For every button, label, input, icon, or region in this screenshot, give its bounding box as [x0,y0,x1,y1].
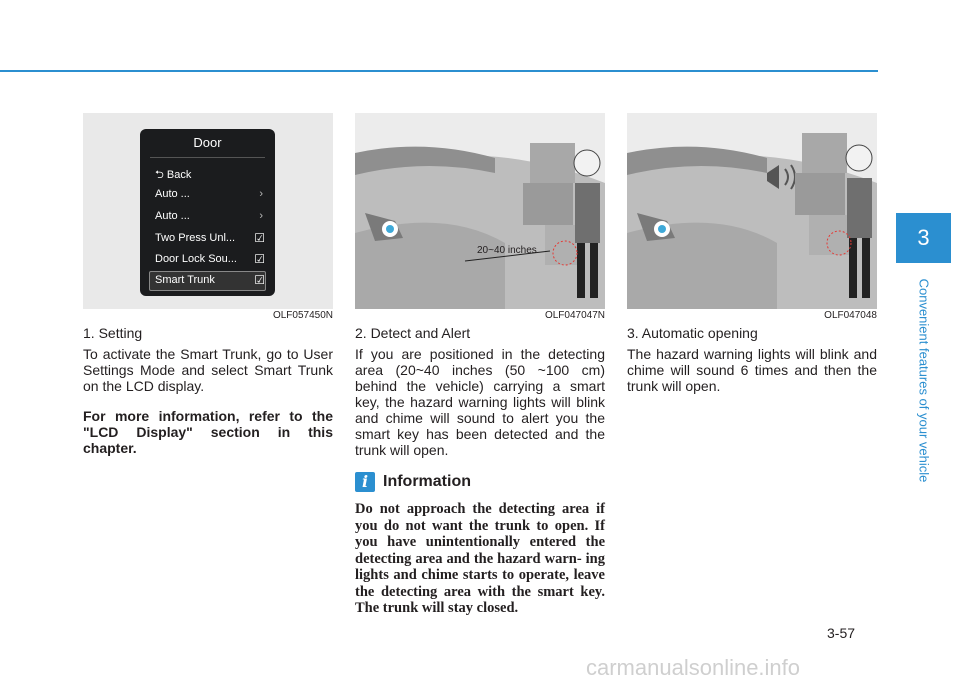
page-number: 3-57 [827,625,856,641]
chevron-right-icon: › [259,210,263,222]
detect-figure [355,113,605,309]
information-header [355,472,605,492]
lcd-figure [83,113,333,309]
top-rule [0,70,878,72]
watermark: carmanualsonline.info [586,655,801,680]
chapter-title: Convenient features of your vehicle [916,278,932,483]
info-icon: i [355,472,375,492]
lcd-item-auto-2: Auto ... [155,210,190,222]
opening-figure [627,113,877,309]
lcd-item-auto-1: Auto ... [155,188,190,200]
chevron-right-icon: › [259,188,263,200]
body-text: To activate the Smart Trunk, go to User Settings Mode and select Smart Trunk on the LCD display. [83,346,333,394]
information-body: Do not approach the detecting area if you do not want the trunk to open. If you have unintentionally entered the detecting area and the hazard warn- ing lights and chime starts to operate, leave the detecting area with the smart key. The trunk will stay closed. [355,501,605,616]
section-heading: 2. Detect and Alert [355,325,471,341]
distance-label: 20~40 inches [477,245,537,256]
checkbox-checked-icon: ☑ [254,273,265,287]
back-arrow-icon: ⮌ [155,169,167,181]
lcd-item-two-press: Two Press Unl... [155,232,236,244]
bold-note: For more information, refer to the "LCD Display" section in this chapter. [83,408,333,456]
lcd-item-door-lock: Door Lock Sou... [155,253,237,265]
section-heading: 3. Automatic opening [627,325,758,341]
lcd-title: Door [193,135,222,150]
checkbox-checked-icon: ☑ [254,231,265,245]
section-heading: 1. Setting [83,325,143,341]
body-text: If you are positioned in the detecting area (20~40 inches (50 ~100 cm) behind the vehicle) carrying a smart key, the hazard warning lights will blink and chime will sound to alert you the smart key has been detected and the trunk will open. [355,346,605,458]
lcd-display [140,129,275,296]
column-setting [83,113,333,456]
figure-code: OLF047047N [544,310,605,321]
checkbox-checked-icon: ☑ [254,252,265,266]
column-automatic-opening [627,113,877,394]
column-detect-alert [355,113,605,617]
chapter-tab: 3 [896,213,951,263]
lcd-item-smart-trunk: Smart Trunk [155,274,215,286]
information-title: Information [383,473,471,490]
figure-code: OLF047048 [824,310,877,321]
figure-code: OLF057450N [272,310,333,321]
lcd-item-back: ⮌ Back [155,169,192,181]
body-text: The hazard warning lights will blink and chime will sound 6 times and then the trunk will open. [627,346,877,394]
